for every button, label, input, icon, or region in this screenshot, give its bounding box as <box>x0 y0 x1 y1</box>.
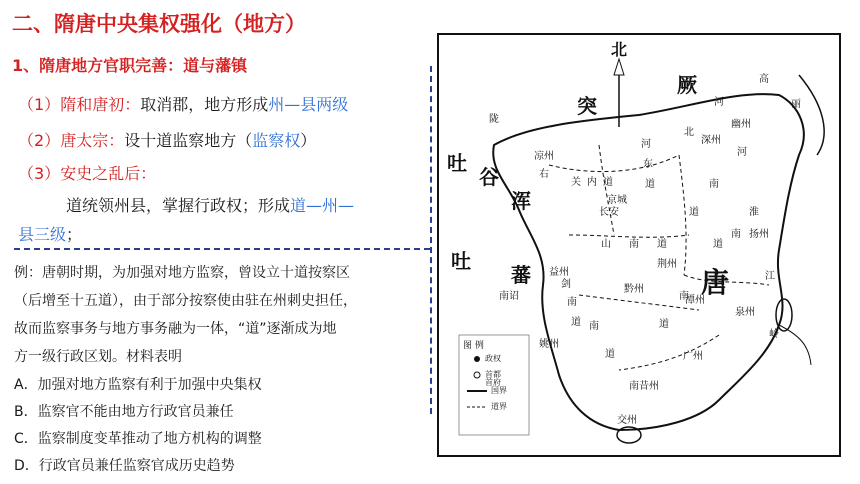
map-small-label: 潭州 <box>685 295 705 306</box>
example-line-1: 例：唐朝时期，为加强对地方监察，曾设立十道按察区 <box>14 265 350 281</box>
map-small-label: 岭 <box>769 329 779 340</box>
map-small-label: 右 <box>539 169 549 180</box>
option-b: B．监察官不能由地方行政官员兼任 <box>14 404 234 420</box>
map-small-label: 高 <box>759 74 769 85</box>
point-2-tail: ） <box>300 131 317 150</box>
point-3-detail-line1 <box>66 193 354 216</box>
point-1-label: 隋和唐初： <box>60 95 141 114</box>
map-small-label: 河 <box>737 147 747 158</box>
map-north-label: 北 <box>611 40 628 59</box>
page-title: 二、隋唐中央集权强化（地方） <box>12 12 306 36</box>
example-line-3: 故而监察事务与地方事务融为一体，“道”逐渐成为地 <box>14 321 337 337</box>
point-2 <box>18 128 316 151</box>
map-small-label: 南诏 <box>499 291 519 302</box>
map-small-label: 江 <box>765 271 775 282</box>
map-small-label: 京城 <box>607 195 627 206</box>
point-1-num: （1） <box>18 95 61 114</box>
point-1-text: 取消郡，地方形成 <box>140 95 269 114</box>
map-small-label: 姚州 <box>539 339 559 350</box>
point-3-detail-text: 道统领州县，掌握行政权；形成 <box>66 196 291 215</box>
option-c: C．监察制度变革推动了地方机构的调整 <box>14 431 262 447</box>
point-3-detail-tail: ； <box>66 225 83 244</box>
map-small-label: 南 <box>589 321 599 332</box>
example-line-2: （后增至十五道），由于部分按察使由驻在州刺史担任， <box>14 293 357 309</box>
map-label-tubo-1: 吐 <box>451 249 471 273</box>
point-2-text: 设十道监察地方（ <box>124 131 253 150</box>
example-line-4: 方一级行政区划。材料表明 <box>14 349 182 365</box>
map-small-label: 深州 <box>701 135 721 146</box>
map-small-label: 交州 <box>617 415 637 426</box>
map-small-label: 南昔州 <box>629 381 659 392</box>
point-2-label: 唐太宗： <box>60 131 125 150</box>
map-small-label: 扬州 <box>749 229 769 240</box>
map-small-label: 河 <box>714 97 724 108</box>
legend-item: 首府 <box>485 378 501 387</box>
point-3-detail-highlight-2: 县三级 <box>18 225 67 244</box>
point-3-num: （3） <box>18 164 61 183</box>
map-label-tuguhun-2: 谷 <box>479 165 499 189</box>
point-1-highlight: 州—县两级 <box>268 95 349 114</box>
legend-item: 道界 <box>491 402 507 411</box>
horizontal-divider <box>14 248 430 250</box>
point-3-detail-line2 <box>18 222 82 245</box>
map-small-label: 北 <box>684 127 694 138</box>
map-small-label: 丽 <box>791 99 801 110</box>
map-small-label: 泉州 <box>735 307 755 318</box>
map-small-label: 道 <box>659 319 669 330</box>
map-small-label: 益州 <box>549 267 569 278</box>
map-small-label: 东 <box>643 159 653 170</box>
map-small-label: 长安 <box>599 207 619 218</box>
option-d: D．行政官员兼任监察官成历史趋势 <box>14 458 235 474</box>
map-label-tuguhun-1: 吐 <box>447 151 467 175</box>
vertical-divider <box>430 66 432 414</box>
legend-item: 国界 <box>491 386 507 395</box>
map-label-tuguhun-3: 浑 <box>511 189 531 213</box>
point-2-highlight: 监察权 <box>252 131 301 150</box>
map-small-label: 道 <box>571 317 581 328</box>
legend-title: 图 例 <box>463 341 484 351</box>
legend-item: 政权 <box>485 354 501 363</box>
point-3 <box>18 161 156 184</box>
map-small-label: 剑 <box>561 279 571 290</box>
map-small-label: 道 <box>657 239 667 250</box>
option-a: A．加强对地方监察有利于加强中央集权 <box>14 377 262 393</box>
map-label-tujue-2: 厥 <box>677 73 697 97</box>
map-small-label: 道 <box>689 207 699 218</box>
map-small-label: 关 <box>571 177 581 188</box>
map-small-label: 南 <box>731 229 741 240</box>
map-small-label: 南 <box>629 239 639 250</box>
map-small-label: 幽州 <box>731 119 751 130</box>
legend-item: 首都 <box>485 370 501 379</box>
map-label-tang: 唐 <box>701 266 730 299</box>
map-small-label: 凉州 <box>534 151 554 162</box>
point-3-label: 安史之乱后： <box>60 164 157 183</box>
point-3-detail-highlight: 道—州— <box>290 196 355 215</box>
map-label-tujue-1: 突 <box>577 94 597 118</box>
map-small-label: 陇 <box>489 114 499 125</box>
map-small-label: 河 <box>641 139 651 150</box>
map-small-label: 南 <box>567 297 577 308</box>
map-small-label: 道 <box>605 349 615 360</box>
map-small-label: 淮 <box>749 207 759 218</box>
map-small-label: 道 <box>713 239 723 250</box>
map-label-tubo-2: 蕃 <box>511 263 531 287</box>
map-small-label: 荆州 <box>657 259 677 270</box>
map-small-label: 内 <box>587 177 597 188</box>
point-1 <box>18 92 348 115</box>
map-small-label: 道 <box>645 179 655 190</box>
section-subtitle: 1、隋唐地方官职完善：道与藩镇 <box>12 56 248 75</box>
tang-map <box>437 33 841 457</box>
map-small-label: 山 <box>601 239 611 250</box>
map-small-label: 南 <box>679 291 689 302</box>
map-small-label: 道 <box>603 177 613 188</box>
map-small-label: 广州 <box>683 351 703 362</box>
point-2-num: （2） <box>18 131 61 150</box>
map-small-label: 黔州 <box>624 284 644 295</box>
map-small-label: 南 <box>709 179 719 190</box>
